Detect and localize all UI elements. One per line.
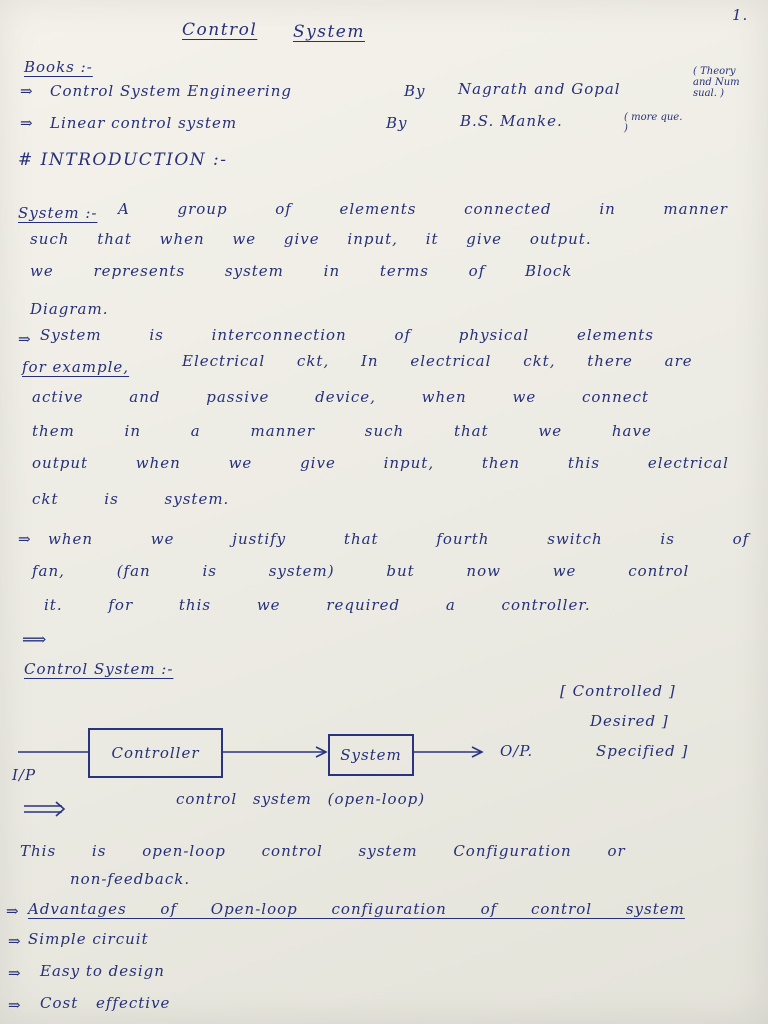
point1-line-4: output when we give input, then this electrical [32, 454, 729, 472]
advantages-arrow: ⇒ [6, 902, 20, 920]
point1-text: System is interconnection of physical elements [40, 326, 654, 344]
system-block-label: System [340, 746, 402, 764]
page-title-word-2: System [293, 22, 365, 42]
advantage-3-text: Cost effective [40, 994, 171, 1012]
point1-line-1: Electrical ckt, In electrical ckt, there are [182, 352, 693, 370]
book2-arrow: ⇒ [20, 114, 34, 132]
book1-title: Control System Engineering [50, 82, 292, 100]
description-line-1: This is open-loop control system Configuration or [20, 842, 626, 860]
point1-line-3: them in a manner such that we have [32, 422, 652, 440]
system-block [328, 734, 414, 776]
controller-label: Controller [111, 744, 200, 762]
control-system-heading: Control System :- [24, 660, 174, 678]
intro-line-4: Diagram. [30, 300, 109, 318]
point2-line-1: when we justify that fourth switch is of [48, 530, 750, 548]
introduction-heading: # INTRODUCTION :- [18, 150, 228, 170]
point2-line-3: it. for this we required a controller. [44, 596, 591, 614]
input-label: I/P [12, 766, 37, 784]
advantage-2-text: Easy to design [40, 962, 165, 980]
double-arrow: ⟹ [22, 630, 48, 650]
point2-line-2: fan, (fan is system) but now we control [32, 562, 690, 580]
advantage-3-arrow: ⇒ [8, 996, 22, 1014]
bracket-note-controlled: [ Controlled ] [560, 682, 676, 700]
book2-title: Linear control system [50, 114, 238, 132]
point1-arrow: ⇒ [18, 330, 32, 348]
intro-line-1: A group of elements connected in manner [118, 200, 728, 218]
intro-line-2: such that when we give input, it give output. [30, 230, 592, 248]
book1-authors: Nagrath and Gopal [458, 80, 621, 98]
output-label: O/P. [500, 742, 534, 760]
page-number: 1. [732, 6, 749, 24]
advantages-heading: Advantages of Open-loop configuration of control system [28, 900, 685, 918]
advantage-2-arrow: ⇒ [8, 964, 22, 982]
description-line-2: non-feedback. [70, 870, 191, 888]
example-label: for example, [22, 358, 130, 376]
page-title-word-1: Control [182, 20, 258, 40]
book1-note: ( Theory and Num sual. ) [693, 66, 740, 99]
book2-by: By [386, 114, 408, 132]
point1-line-5: ckt is system. [32, 490, 230, 508]
bracket-note-specified: Specified ] [596, 742, 689, 760]
book1-by: By [404, 82, 426, 100]
book1-arrow: ⇒ [20, 82, 34, 100]
point1-line-2: active and passive device, when we connect [32, 388, 650, 406]
book2-note: ( more que. ) [624, 112, 683, 134]
advantage-1-arrow: ⇒ [8, 932, 22, 950]
system-label: System :- [18, 204, 98, 222]
advantage-1-text: Simple circuit [28, 930, 149, 948]
book2-author: B.S. Manke. [460, 112, 563, 130]
point2-arrow: ⇒ [18, 530, 32, 548]
controller-block [88, 728, 223, 778]
bracket-note-desired: Desired ] [590, 712, 669, 730]
books-label: Books :- [24, 58, 93, 76]
diagram-caption: control system (open-loop) [176, 790, 426, 808]
intro-line-3: we represents system in terms of Block [30, 262, 573, 280]
